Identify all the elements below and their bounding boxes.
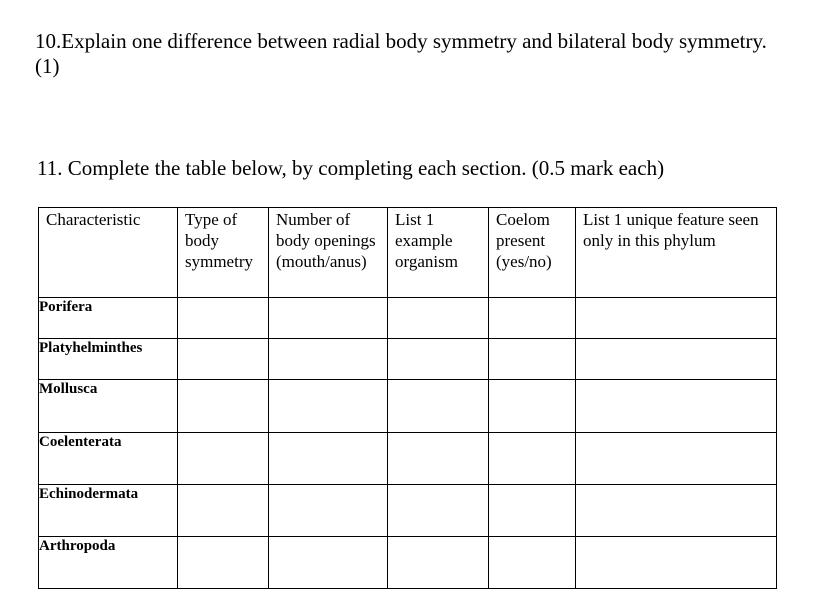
header-characteristic: Characteristic (39, 208, 178, 298)
answer-cell[interactable] (178, 537, 269, 589)
answer-cell[interactable] (178, 339, 269, 380)
table-row (39, 537, 777, 589)
row-label-echinodermata: Echinodermata (39, 485, 178, 537)
answer-cell[interactable] (489, 537, 576, 589)
answer-cell[interactable] (576, 298, 777, 339)
header-unique-feature: List 1 unique feature seen only in this phylum (576, 208, 777, 298)
header-example-organism: List 1 example organism (388, 208, 489, 298)
answer-cell[interactable] (489, 485, 576, 537)
answer-cell[interactable] (388, 380, 489, 433)
answer-cell[interactable] (576, 537, 777, 589)
row-label-platyhelminthes: Platyhelminthes (39, 339, 178, 380)
answer-cell[interactable] (388, 298, 489, 339)
answer-cell[interactable] (576, 380, 777, 433)
header-coelom-present: Coelom present (yes/no) (489, 208, 576, 298)
header-body-symmetry: Type of body symmetry (178, 208, 269, 298)
question-10: 10.Explain one difference between radial body symmetry and bilateral body symmetry. (1) (35, 29, 767, 78)
table-header-row (39, 208, 777, 298)
answer-cell[interactable] (269, 485, 388, 537)
answer-cell[interactable] (178, 485, 269, 537)
answer-cell[interactable] (178, 433, 269, 485)
table-row (39, 339, 777, 380)
row-label-porifera: Porifera (39, 298, 178, 339)
answer-cell[interactable] (489, 298, 576, 339)
answer-cell[interactable] (269, 537, 388, 589)
table-row (39, 433, 777, 485)
answer-cell[interactable] (576, 433, 777, 485)
row-label-coelenterata: Coelenterata (39, 433, 178, 485)
header-body-openings: Number of body openings (mouth/anus) (269, 208, 388, 298)
answer-cell[interactable] (489, 339, 576, 380)
answer-cell[interactable] (388, 537, 489, 589)
question-11: 11. Complete the table below, by completing each section. (0.5 mark each) (37, 156, 665, 180)
answer-cell[interactable] (489, 380, 576, 433)
answer-cell[interactable] (269, 433, 388, 485)
row-label-mollusca: Mollusca (39, 380, 178, 433)
answer-cell[interactable] (269, 298, 388, 339)
table-row (39, 485, 777, 537)
answer-cell[interactable] (178, 298, 269, 339)
row-label-arthropoda: Arthropoda (39, 537, 178, 589)
answer-cell[interactable] (576, 339, 777, 380)
answer-cell[interactable] (576, 485, 777, 537)
answer-cell[interactable] (489, 433, 576, 485)
answer-cell[interactable] (388, 485, 489, 537)
table-row (39, 298, 777, 339)
answer-cell[interactable] (178, 380, 269, 433)
answer-cell[interactable] (269, 380, 388, 433)
table-row (39, 380, 777, 433)
answer-cell[interactable] (388, 433, 489, 485)
phyla-table (38, 207, 777, 589)
answer-cell[interactable] (269, 339, 388, 380)
answer-cell[interactable] (388, 339, 489, 380)
